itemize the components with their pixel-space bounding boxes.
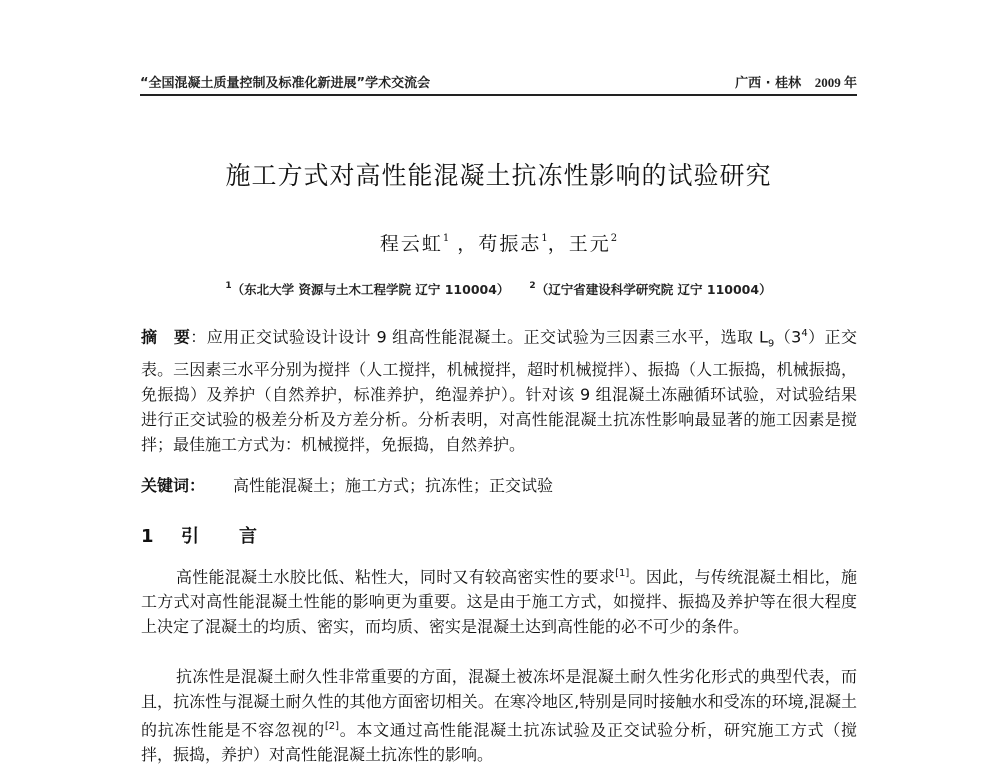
abstract <box>141 321 857 457</box>
author-name: 程云虹 <box>379 233 443 255</box>
author-list: 程云虹$^1$ ，苟振志$^1$，王元$^2$ <box>379 233 618 255</box>
affiliation-mark: 1 <box>225 281 232 291</box>
conference-name: “全国混凝土质量控制及标准化新进展”学术交流会 <box>140 76 431 91</box>
author-affiliation-mark: 1 <box>541 233 548 244</box>
abstract-label: 摘 要 <box>141 327 191 347</box>
keywords-text: 高性能混凝土；施工方式；抗冻性；正交试验 <box>233 476 554 495</box>
author-affiliation-mark: 2 <box>610 233 618 244</box>
body-paragraph <box>141 561 857 639</box>
paragraph-text: 。因此，与传统混凝土相比，施工方式对高性能混凝土性能的影响更为重要。这是由于施工方式，如搅拌、振捣及养护等在很大程度上决定了混凝土的均质、密实，而均质、密实是混凝土达到高性能的必不可少的条件。 <box>141 567 857 637</box>
affiliation-text: （东北大学 资源与土木工程学院 辽宁 110004） <box>231 282 510 297</box>
keywords-label: 关键词： <box>141 476 206 495</box>
abstract-subscript: 9 <box>767 338 775 350</box>
abstract-text: ：应用正交试验设计设计 9 组高性能混凝土。正交试验为三因素三水平，选取 L <box>190 327 768 347</box>
conference-venue <box>735 72 857 91</box>
abstract-superscript: 4 <box>801 328 808 339</box>
conference-location: 广西 · 桂林 <box>735 76 802 91</box>
affiliation-text: （辽宁省建设科学研究院 辽宁 110004） <box>535 282 772 297</box>
abstract-text: （3 <box>774 327 802 347</box>
affiliation-list <box>140 280 857 298</box>
affiliation-mark: 2 <box>529 281 536 291</box>
paper-title: 施工方式对高性能混凝土抗冻性影响的试验研究 <box>225 161 772 190</box>
author-name: 王元 <box>568 233 611 255</box>
body-paragraph <box>141 664 857 767</box>
conference-year: 2009 年 <box>814 75 857 90</box>
author-affiliation-mark: 1 <box>442 233 450 244</box>
paragraph-text: 抗冻性是混凝土耐久性非常重要的方面，混凝土被冻坏是混凝土耐久性劣化形式的典型代表，而且，抗冻性与混凝土耐久性的其他方面密切相关。在寒冷地区,特别是同时接触水和受冻的环境,混凝土的抗冻性能是不容忽视的 <box>141 667 857 740</box>
paragraph-text: 。本文通过高性能混凝土抗冻试验及正交试验分析，研究施工方式（搅拌，振捣，养护）对高性能混凝土抗冻性的影响。 <box>141 720 857 765</box>
citation-ref: [1] <box>615 568 630 579</box>
citation-ref: [2] <box>324 721 339 732</box>
author-name: 苟振志 <box>478 233 542 255</box>
abstract-text: ）正交表。三因素三水平分别为搅拌（人工搅拌，机械搅拌，超时机械搅拌）、振捣（人工振捣，机械振捣，免振捣）及养护（自然养护，标准养护，绝湿养护）。针对该 9 组混凝土冻融循环试验，对试验结果进行正交试验的极差分析及方差分析。分析表明，对高性能混凝土抗冻性影响最显著的施工因素是搅拌；最佳施工方式为：机械搅拌，免振捣，自然养护。 <box>141 327 857 454</box>
running-header <box>140 70 857 96</box>
section-title: 引言 <box>181 526 297 547</box>
paragraph-text: 高性能混凝土水胶比低、粘性大，同时又有较高密实性的要求 <box>176 567 616 587</box>
section-number: 1 <box>141 526 154 547</box>
section-heading <box>141 522 297 548</box>
keywords <box>141 474 857 498</box>
